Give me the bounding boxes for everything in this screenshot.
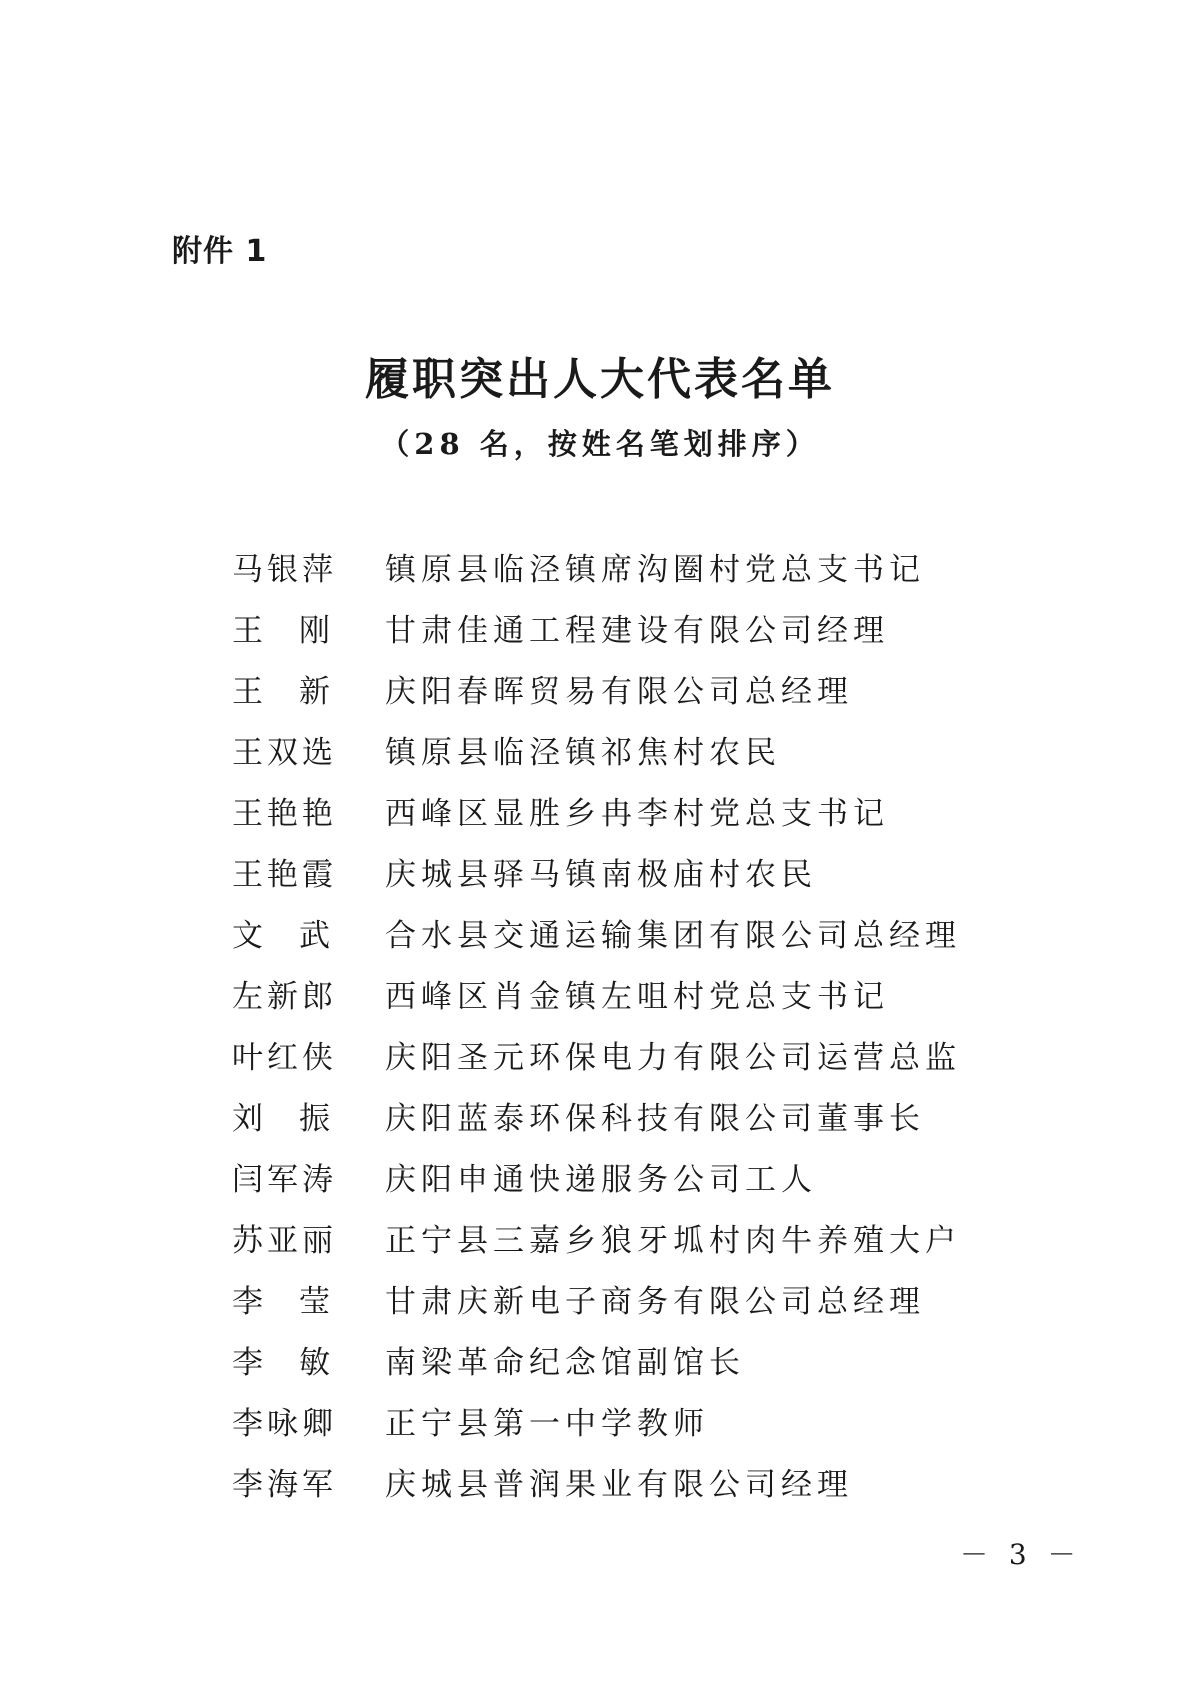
representative-name: 苏亚丽 [232, 1223, 337, 1259]
representative-position: 庆城县驿马镇南极庙村农民 [385, 857, 817, 893]
list-item [232, 1211, 1052, 1272]
list-item [232, 1089, 1052, 1150]
representative-name: 王艳艳 [232, 796, 337, 832]
representative-position: 庆城县普润果业有限公司经理 [385, 1467, 853, 1503]
representative-name: 李 莹 [232, 1284, 330, 1320]
list-item [232, 1028, 1052, 1089]
representative-position: 甘肃佳通工程建设有限公司经理 [385, 613, 889, 649]
list-item [232, 723, 1052, 784]
representative-position: 西峰区显胜乡冉李村党总支书记 [385, 796, 889, 832]
list-item [232, 967, 1052, 1028]
list-item [232, 1150, 1052, 1211]
document-subtitle: （28 名，按姓名笔划排序） [380, 427, 820, 461]
representative-position: 庆阳春晖贸易有限公司总经理 [385, 674, 853, 710]
list-item [232, 1272, 1052, 1333]
list-item [232, 1394, 1052, 1455]
list-item [232, 1455, 1052, 1516]
representative-name: 王 刚 [232, 613, 330, 649]
representative-name: 叶红侠 [232, 1040, 337, 1076]
representative-position: 镇原县临泾镇席沟圈村党总支书记 [385, 552, 925, 588]
representative-position: 合水县交通运输集团有限公司总经理 [385, 918, 961, 954]
representative-name: 李海军 [232, 1467, 337, 1503]
representative-position: 南梁革命纪念馆副馆长 [385, 1345, 745, 1381]
representative-name: 王双选 [232, 735, 337, 771]
representative-name: 左新郎 [232, 979, 337, 1015]
representative-position: 庆阳圣元环保电力有限公司运营总监 [385, 1040, 961, 1076]
representative-name: 王艳霞 [232, 857, 337, 893]
list-item [232, 540, 1052, 601]
representative-position: 庆阳蓝泰环保科技有限公司董事长 [385, 1101, 925, 1137]
list-item [232, 845, 1052, 906]
list-item [232, 784, 1052, 845]
document-title: 履职突出人大代表名单 [365, 354, 835, 405]
representative-name: 王 新 [232, 674, 330, 710]
representative-position: 正宁县第一中学教师 [385, 1406, 709, 1442]
representative-name: 闫军涛 [232, 1162, 337, 1198]
attachment-label: 附件 1 [172, 234, 268, 269]
list-item [232, 662, 1052, 723]
representative-list [232, 540, 1052, 1516]
representative-position: 庆阳申通快递服务公司工人 [385, 1162, 817, 1198]
representative-name: 李 敏 [232, 1345, 330, 1381]
representative-position: 正宁县三嘉乡狼牙坬村肉牛养殖大户 [385, 1223, 961, 1259]
representative-name: 文 武 [232, 918, 330, 954]
representative-name: 李咏卿 [232, 1406, 337, 1442]
representative-position: 镇原县临泾镇祁焦村农民 [385, 735, 781, 771]
representative-name: 马银萍 [232, 552, 337, 588]
page-number: － 3 － [960, 1538, 1082, 1571]
list-item [232, 1333, 1052, 1394]
representative-name: 刘 振 [232, 1101, 330, 1137]
list-item [232, 906, 1052, 967]
representative-position: 西峰区肖金镇左咀村党总支书记 [385, 979, 889, 1015]
list-item [232, 601, 1052, 662]
representative-position: 甘肃庆新电子商务有限公司总经理 [385, 1284, 925, 1320]
